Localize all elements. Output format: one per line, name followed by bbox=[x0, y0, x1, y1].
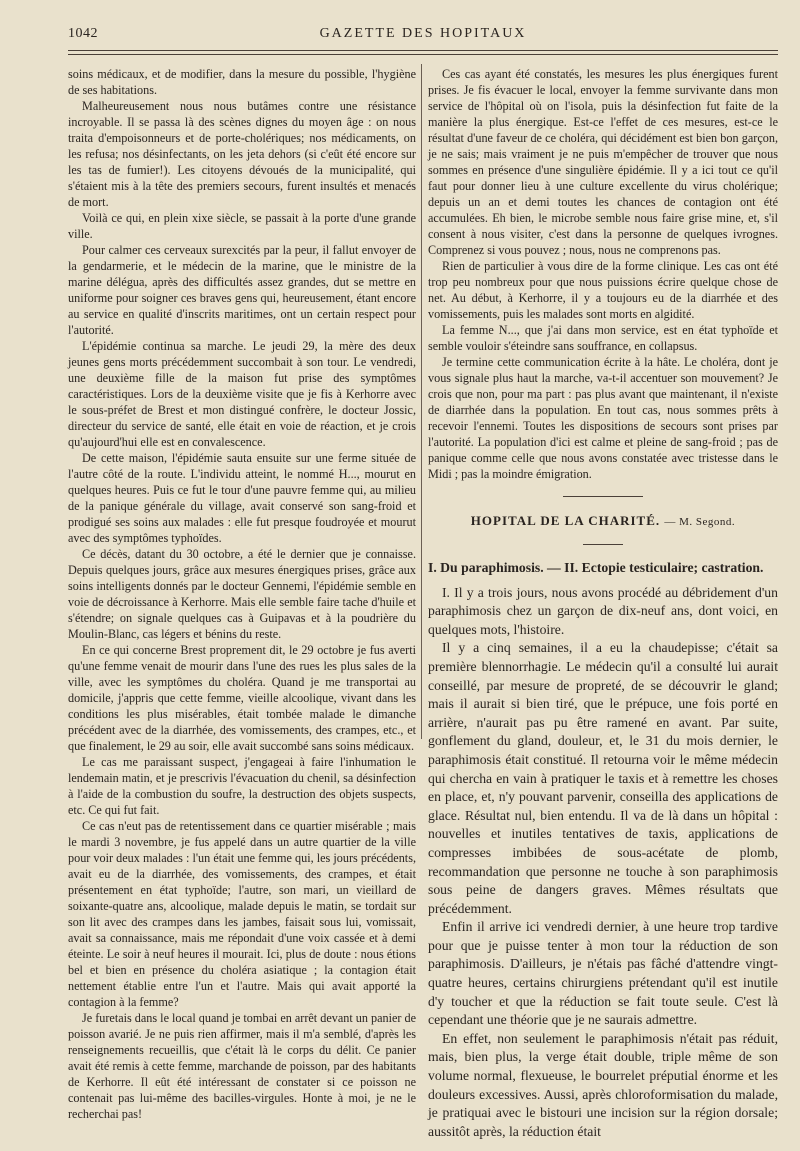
paragraph: Le cas me paraissant suspect, j'engageai à faire l'inhumation le lendemain matin, et je prescrivis l'évacuation du chenil, sa désinfection à l'aide de la combustion du soufre, la destruction des objets suspects, etc. Ce qui fut fait. bbox=[68, 755, 416, 817]
section-heading bbox=[428, 513, 778, 530]
paragraph: Ce cas n'eut pas de retentissement dans ce quartier misérable ; mais le mardi 3 novembre, je fus appelé dans un autre quartier de la ville pour voir deux malades : l'un était une femme qui, les jours précédents, avait eu de la diarrhée, des vomissements, des crampes, et était présentement en état typhoïde; l'autre, son mari, un vieillard de soixante-quatre ans, alcoolique, malade depuis le matin, se tordait sur son lit avec des crampes dans les jambes, faisait sous lui, vomissait, avait sa connaissance, mais me répondait d'une voix cassée et à demi éteinte. Le soir à neuf heures il mourait. Ici, plus de doute : nous étions bel et bien en présence du choléra asiatique ; la contagion était nettement établie entre l'un et l'autre. Mais qui avait apporté la contagion à la femme? bbox=[68, 819, 416, 1009]
paragraph: I. Il y a trois jours, nous avons procédé au débridement d'un paraphimosis chez un garçon de dix-neuf ans, dont voici, en quelques mots, l'histoire. bbox=[428, 584, 778, 637]
paragraph: Malheureusement nous nous butâmes contre une résistance incroyable. Il se passa là des scènes dignes du moyen âge : on nous traita d'empoisonneurs et de porte-cholériques; nos médicaments, on les refusa; nos désinfectants, on les jeta dehors (si c'eût été encore sur les tas de fumier!). Les citoyens dévoués de la municipalité, qui s'étaient mis à la tête des premiers secours, furent insultés et menacés de mort. bbox=[68, 99, 416, 209]
paragraph: Je furetais dans le local quand je tombai en arrêt devant un panier de poisson avarié. Je ne puis rien affirmer, mais il m'a semblé, d'après les renseignements recueillis, que c'était là le corps du délit. Ce panier avait été remis à cette femme, marchande de poisson, par des habitants de Kerhorre. Il eût été intéressant de constater si ce poisson ne contenait pas lui-même des bacilles-virgules. Honte à moi, je ne le recherchai pas! bbox=[68, 1011, 417, 1121]
section-rule bbox=[583, 544, 623, 545]
page-number: 1042 bbox=[68, 26, 98, 41]
article-subject: I. Du paraphimosis. — II. Ectopie testiculaire; castration. bbox=[428, 560, 764, 575]
section-author: — M. Segond. bbox=[664, 516, 736, 528]
paragraph: soins médicaux, et de modifier, dans la mesure du possible, l'hygiène de ses habitations. bbox=[68, 67, 416, 97]
paragraph: Ce décès, datant du 30 octobre, a été le dernier que je connaisse. Depuis quelques jours, grâce aux mesures énergiques prises, grâce aux soins intelligents donnés par le docteur Gennemi, l'épidémie semble en voie de décroissance à Kerhorre. Mais elle semble faire tache d'huile et s'étendre; on signale quelques cas à Guipavas et à la poudrière du Moulin-Blanc, cas légers et bénins du reste. bbox=[68, 547, 416, 641]
article-separator bbox=[563, 496, 643, 497]
paragraph: Voilà ce qui, en plein xixe siècle, se passait à la porte d'une grande ville. bbox=[68, 211, 416, 241]
paragraph: Rien de particulier à vous dire de la forme clinique. Les cas ont été trop peu nombreux pour que nous puissions écrire quelque chose de net. Au début, à Kerhorre, il y a toujours eu de la diarrhée et des vomissements, puis les malades sont morts en algidité. bbox=[428, 259, 778, 321]
paragraph: Je termine cette communication écrite à la hâte. Le choléra, dont je vous signale plus haut la marche, va-t-il accentuer son mouvement? Je crois que non, pour ma part : pas plus avant que maintenant, il n'existe de diarrhée dans la population. En tout cas, nous sommes prêts à recevoir l'ennemi. Toutes les dispositions de secours sont prises par l'autorité. La population d'ici est calme et pleine de sang-froid ; pas de panique comme celle que nous avons constatée avec tristesse dans le Midi ; pas la moindre émigration. bbox=[428, 355, 778, 481]
paragraph: Ces cas ayant été constatés, les mesures les plus énergiques furent prises. Je fis évacuer le local, envoyer la femme survivante dans mon service de l'hôpital où on l'isola, puis la désinfection fut faite de la manière la plus énergique. Est-ce l'effet de ces mesures, est-ce le résultat d'une faveur de ce choléra, qui décidément est bien bon garçon, je ne sais; mais vraiment je ne puis m'empêcher de trouver que nous sommes en présence d'une singulière épidémie. Il y a ici tout ce qu'il faut pour donner lieu à une culture excellente du virus cholérique; depuis un an et demi toutes les chances de contagion ont été accumulées. Eh bien, le microbe semble nous faire grise mine, et, s'il consent à nous visiter, c'est dans la personne de quelques ivrognes. Comprenez si vous pouvez ; nous, nous ne comprenons pas. bbox=[428, 67, 778, 257]
article-body bbox=[428, 559, 778, 1141]
paragraph: De cette maison, l'épidémie sauta ensuite sur une ferme située de l'autre côté de la route. L'individu atteint, le nommé H..., mourut en quelques heures. Puis ce fut le tour d'une pauvre femme qui, au milieu de la panique générale du village, avait conservé son sang-froid et prodigué ses soins aux malades : elle fut presque foudroyée et mourut avec des symptômes typhoïdes. bbox=[68, 451, 416, 545]
paragraph: L'épidémie continua sa marche. Le jeudi 29, la mère des deux jeunes gens morts précédemment succombait à son tour. Le vendredi, une deuxième fille de la maison fut prise des symptômes caractéristiques. Lors de la deuxième visite que je fis à Kerhorre avec le sous-préfet de Brest et mon distingué confrère, le docteur Jossic, directeur du service de santé, elle était en voie de réaction, et je crois qu'aujourd'hui elle est en convalescence. bbox=[68, 339, 416, 449]
page-header bbox=[68, 26, 778, 46]
section-title: HOPITAL DE LA CHARITÉ. bbox=[470, 513, 661, 528]
right-column bbox=[428, 66, 778, 1141]
paragraph: La femme N..., que j'ai dans mon service, est en état typhoïde et semble vouloir s'éteindre sans souffrance, en collapsus. bbox=[428, 323, 778, 353]
journal-title: GAZETTE DES HOPITAUX bbox=[319, 26, 527, 41]
paragraph: En ce qui concerne Brest proprement dit, le 29 octobre je fus averti qu'une femme venait de mourir dans l'une des rues les plus sales de la ville, avec les symptômes du choléra. Quand je me transportai au domicile, j'appris que cette femme, vieille alcoolique, vivant dans les conditions les plus misérables, était tombée malade le dimanche précédent avec de la diarrhée, des vomissements, des crampes, etc., et que finalement, le 29 au soir, elle avait succombé sans soins médicaux. bbox=[68, 643, 416, 753]
paragraph: Il y a cinq semaines, il a eu la chaudepisse; c'était sa première blennorrhagie. Le médecin qu'il a consulté lui aurait conseillé, par mesure de propreté, de se découvrir le gland; mais il aurait si bien tiré, que le prépuce, une fois porté en arrière, n'aurait pas pu être ramené en avant. Par suite, gonflement du gland, douleur, et, le 31 du mois dernier, le paraphimosis était constitué. Il retourna voir le même médecin qui chercha en vain à pratiquer le taxis et à remettre les choses en place, et, n'y pouvant parvenir, conseilla des applications de glace. Résultat nul, bien entendu. Il va de là dans un hôpital : nouvelles et inutiles tentatives de taxis, applications de compresses imbibées de sous-acétate de plomb, recommandation que personne ne touche à son paraphimosis sous peine de dangers graves. Mêmes résultats que précédemment. bbox=[428, 640, 778, 916]
column-divider bbox=[421, 64, 422, 739]
header-rule bbox=[68, 50, 778, 51]
header-rule-secondary bbox=[68, 54, 778, 55]
left-column bbox=[68, 66, 416, 1122]
paragraph: Enfin il arrive ici vendredi dernier, à une heure trop tardive pour que je puisse tenter à mon tour la réduction de son paraphimosis. D'ailleurs, je n'étais pas fâché d'attendre vingt-quatre heures, certains chirurgiens prétendant qu'il est inutile d'y toucher et que la réduction se fait toute seule. C'est là cependant une théorie que je ne saurais admettre. bbox=[428, 919, 778, 1028]
paragraph: En effet, non seulement le paraphimosis n'était pas réduit, mais, bien plus, la verge était double, triple même de son volume normal, flexueuse, le bourrelet préputial énorme et les douleurs excessives. Aussi, après chloroformisation du malade, je pratiquai avec le bistouri une incision sur la région dorsale; aussitôt après, la réduction était bbox=[428, 1030, 778, 1139]
paragraph: Pour calmer ces cerveaux surexcités par la peur, il fallut envoyer de la gendarmerie, et le médecin de la marine, que le ministre de la marine délégua, après des difficultés assez grandes, dut se mettre en uniforme pour soigner ces braves gens qui, heureusement, étant encore au service en qualité d'inscrits maritimes, ont un certain respect pour l'autorité. bbox=[68, 243, 416, 337]
